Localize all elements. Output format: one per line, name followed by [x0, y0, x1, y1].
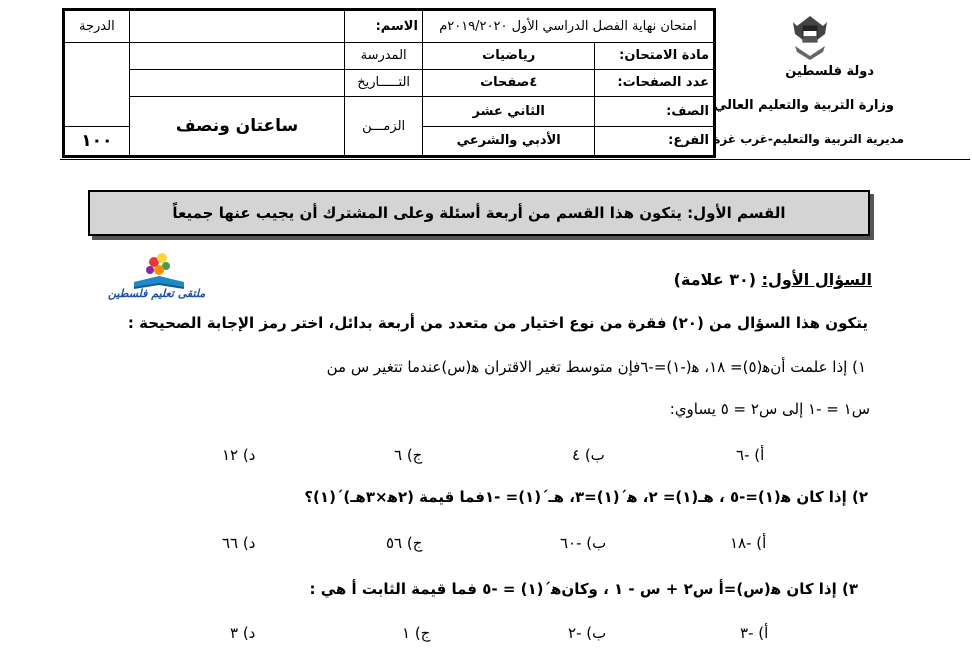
item2-line1: ٢) إذا كان ﻫ(١)=-٥ ، ﻫـ(١)= ٢، ﻫ´(١)=٣، ﻫـ´(١)= -١فما قيمة (٢ﻫ×٣ﻫـ)´(١)؟ — [304, 488, 868, 506]
class-label: الصف: — [595, 97, 714, 126]
item1-option-d[interactable]: د) ١٢ — [222, 446, 256, 464]
time-value: ساعتان ونصف — [129, 97, 345, 156]
question1-title: السؤال الأول: — [761, 270, 872, 289]
palestine-emblem-icon — [785, 12, 835, 62]
class-value: الثاني عشر — [422, 97, 594, 126]
header-table — [62, 8, 716, 158]
date-field[interactable] — [129, 69, 345, 96]
question1-instruction: يتكون هذا السؤال من (٢٠) فقرة من نوع اختيار من متعدد من أربعة بدائل، اختر رمز الإجابة الصحيحة : — [127, 314, 868, 332]
item1-option-b[interactable]: ب) ٤ — [572, 446, 605, 464]
question1-header — [674, 270, 872, 289]
exam-title: امتحان نهاية الفصل الدراسي الأول ٢٠١٩/٢٠٢٠م — [422, 11, 713, 43]
grade-box — [65, 42, 130, 126]
section-banner: القسم الأول: يتكون هذا القسم من أربعة أسئلة وعلى المشترك أن يجيب عنها جميعاً — [88, 190, 870, 236]
branch-label: الفرع: — [595, 126, 714, 155]
grade-label: الدرجة — [65, 11, 130, 43]
forum-watermark-text: ملتقى تعليم فلسطين — [108, 287, 206, 300]
name-label: الاسم: — [345, 11, 423, 43]
org-directorate: مديرية التربية والتعليم-غرب غزة — [713, 132, 904, 146]
branch-value: الأدبي والشرعي — [422, 126, 594, 155]
item3-option-b[interactable]: ب) -٢ — [568, 624, 607, 642]
grade-value: ١٠٠ — [65, 126, 130, 155]
pages-value: ٤صفحات — [422, 69, 594, 96]
org-country: دولة فلسطين — [785, 64, 874, 79]
item2-option-a[interactable]: أ) -١٨ — [730, 534, 767, 552]
header-separator — [60, 159, 970, 160]
item1-line1: ١) إذا علمت أنﻫ(٥)= ١٨، ﻫ(-١)=-٦فإن متوسط تغير الاقتران ﻫ(س)عندما تتغير س من — [326, 358, 866, 376]
item1-option-a[interactable]: أ) -٦ — [736, 446, 765, 464]
date-label: التـــــاريخ — [345, 69, 423, 96]
item3-option-c[interactable]: ج) ١ — [402, 624, 431, 642]
item2-option-b[interactable]: ب) -٦٠ — [560, 534, 607, 552]
subject-label: مادة الامتحان: — [595, 42, 714, 69]
item2-option-d[interactable]: د) ٦٦ — [222, 534, 256, 552]
pages-label: عدد الصفحات: — [595, 69, 714, 96]
item3-option-a[interactable]: أ) -٣ — [740, 624, 769, 642]
org-ministry: وزارة التربية والتعليم العالي — [713, 98, 894, 113]
school-label: المدرسة — [345, 42, 423, 69]
item1-option-c[interactable]: ج) ٦ — [394, 446, 423, 464]
question1-marks: (٣٠ علامة) — [673, 270, 757, 289]
item3-line1: ٣) إذا كان ﻫ(س)=أ س٢ + س - ١ ، وكانﻫ´(١) = -٥ فما قيمة الثابت أ هي : — [309, 580, 858, 598]
item3-option-d[interactable]: د) ٣ — [230, 624, 256, 642]
item2-option-c[interactable]: ج) ٥٦ — [386, 534, 423, 552]
name-field[interactable] — [129, 11, 345, 43]
subject-value: رياضيات — [422, 42, 594, 69]
time-label: الزمـــن — [345, 97, 423, 156]
school-field[interactable] — [129, 42, 345, 69]
item1-line2: س١ = -١ إلى س٢ = ٥ يساوي: — [669, 400, 870, 418]
